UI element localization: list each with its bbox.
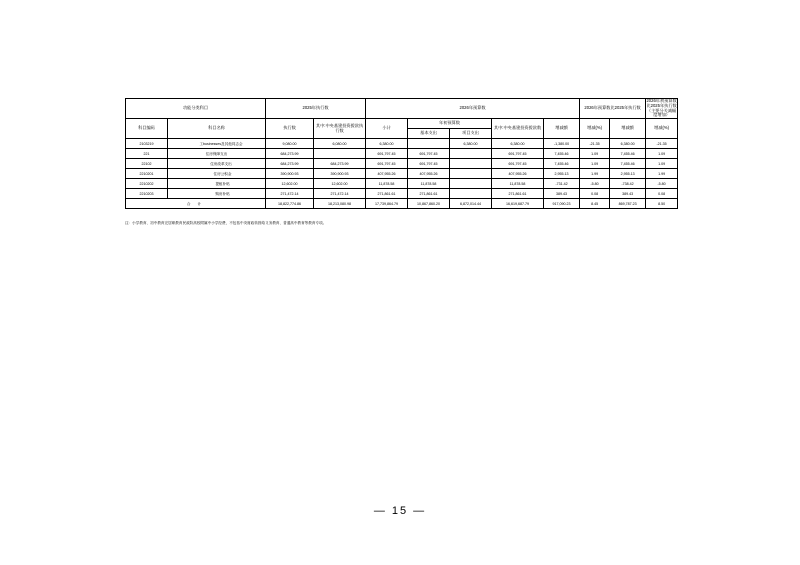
header-group-subject: 功能分类科目 xyxy=(126,99,266,119)
row-inc-pct: 1.99 xyxy=(580,169,610,179)
table-row xyxy=(126,179,678,189)
row-subtotal: 271,861.61 xyxy=(366,189,408,199)
header-increase-amount-b: 增减额 xyxy=(610,119,646,139)
row-exec-central: 271,472.14 xyxy=(314,189,366,199)
row-exec: 271,472.14 xyxy=(266,189,314,199)
total-exec-central: 18,213,080.98 xyxy=(314,199,366,209)
row-exec-central: 12,602.00 xyxy=(314,179,366,189)
header-exec-central-transfer: 其中:中央基建投资拨款执行数 xyxy=(314,119,366,139)
row-name: 提租补贴 xyxy=(168,179,266,189)
row-inc-pct-b: 1.09 xyxy=(646,149,678,159)
header-col-code: 科目编码 xyxy=(126,119,168,139)
total-inc-amount-b: 869,787.23 xyxy=(610,199,646,209)
row-basic: 691,797.45 xyxy=(408,149,450,159)
row-exec-central: 6,080.00 xyxy=(314,139,366,149)
header-compare-2026-2025-b: 2026年初预算数比2025年执行数（主要分关减幅度增加） xyxy=(646,98,677,118)
row-budget-central: 407,955.26 xyxy=(492,169,544,179)
row-inc-amount-b: 389.43 xyxy=(610,189,646,199)
row-code: 2210201 xyxy=(126,169,168,179)
total-budget-central: 16,619,687.79 xyxy=(492,199,544,209)
header-increase-pct-b: 增减(%) xyxy=(646,119,678,139)
row-name: 工businesses及其他同志会 xyxy=(168,139,266,149)
row-budget-central: 11,878.58 xyxy=(492,179,544,189)
row-subtotal: 11,878.58 xyxy=(366,179,408,189)
row-project xyxy=(450,189,492,199)
row-budget-central: 691,797.45 xyxy=(492,159,544,169)
row-inc-pct-b: -21.35 xyxy=(646,139,678,149)
row-inc-pct: -21.35 xyxy=(580,139,610,149)
row-inc-amount: 7,455.46 xyxy=(544,159,580,169)
total-label: 合 计 xyxy=(126,199,266,209)
header-2026-budget: 2026年预算数 xyxy=(366,99,580,119)
row-code: 22102 xyxy=(126,159,168,169)
row-subtotal: 691,797.45 xyxy=(366,159,408,169)
row-exec: 12,602.00 xyxy=(266,179,314,189)
row-inc-amount-b: 7,455.46 xyxy=(610,159,646,169)
row-inc-amount-b: 7,455.46 xyxy=(610,149,646,159)
row-inc-amount-b: -738.42 xyxy=(610,179,646,189)
row-inc-pct-b: 0.08 xyxy=(646,189,678,199)
table-row xyxy=(126,169,678,179)
row-subtotal: 6,380.00 xyxy=(366,139,408,149)
row-inc-amount: -1,380.00 xyxy=(544,139,580,149)
row-inc-pct: 0.08 xyxy=(580,189,610,199)
table-row xyxy=(126,149,678,159)
header-project-expenditure: 项目支出 xyxy=(450,129,492,139)
row-project xyxy=(450,159,492,169)
header-year-budget-group: 年初预算数 xyxy=(408,119,492,129)
row-inc-pct: 1.09 xyxy=(580,159,610,169)
row-basic: 271,861.61 xyxy=(408,189,450,199)
row-inc-amount: -731.42 xyxy=(544,179,580,189)
row-inc-amount: 2,955.13 xyxy=(544,169,580,179)
row-inc-pct-b: 1.99 xyxy=(646,169,678,179)
row-code: 2210203 xyxy=(126,189,168,199)
row-name: 住房改革支出 xyxy=(168,159,266,169)
header-2025-execution: 2025年执行数 xyxy=(266,99,366,119)
budget-table xyxy=(125,98,678,209)
row-exec: 9,080.00 xyxy=(266,139,314,149)
row-basic: 691,797.45 xyxy=(408,159,450,169)
row-inc-pct: 1.09 xyxy=(580,149,610,159)
row-name: 住房公积金 xyxy=(168,169,266,179)
row-basic xyxy=(408,139,450,149)
row-exec-central xyxy=(314,149,366,159)
table-row xyxy=(126,189,678,199)
row-exec: 684,273.99 xyxy=(266,149,314,159)
table-footnote: 注：小学教育、初中教育完居职教育民政阶高校附属中小学经费，不包括中央财政转拨给义务教育、普通高中教育等教育专项。 xyxy=(125,221,327,225)
row-name: 住房保障支出 xyxy=(168,149,266,159)
row-budget-central: 271,861.61 xyxy=(492,189,544,199)
header-budget-central-transfer: 其中:中央基建投资拨款数 xyxy=(492,119,544,139)
row-inc-amount-b: 2,955.13 xyxy=(610,169,646,179)
row-project xyxy=(450,169,492,179)
total-subtotal: 17,739,864.79 xyxy=(366,199,408,209)
row-budget-central: 6,380.00 xyxy=(492,139,544,149)
header-increase-pct: 增减(%) xyxy=(580,119,610,139)
table-row xyxy=(126,139,678,149)
row-code: 2103219 xyxy=(126,139,168,149)
header-col-name: 科目名称 xyxy=(168,119,266,139)
row-exec-central: 390,900.93 xyxy=(314,169,366,179)
row-exec: 390,900.93 xyxy=(266,169,314,179)
total-inc-pct-b: 8.50 xyxy=(646,199,678,209)
row-inc-amount: 389.43 xyxy=(544,189,580,199)
row-exec: 684,273.99 xyxy=(266,159,314,169)
row-code: 2210202 xyxy=(126,179,168,189)
total-exec: 18,822,774.86 xyxy=(266,199,314,209)
total-project: 6,872,014.44 xyxy=(450,199,492,209)
row-basic: 407,955.26 xyxy=(408,169,450,179)
row-basic: 11,878.58 xyxy=(408,179,450,189)
row-inc-pct-b: 1.09 xyxy=(646,159,678,169)
header-compare-2026-2025: 2026年预算数比2025年执行数 xyxy=(580,99,646,119)
table-row xyxy=(126,159,678,169)
row-exec-central: 684,273.99 xyxy=(314,159,366,169)
row-subtotal: 407,955.26 xyxy=(366,169,408,179)
budget-table-container xyxy=(125,98,677,209)
header-subtotal: 小计 xyxy=(366,119,408,139)
row-inc-pct-b: -5.80 xyxy=(646,179,678,189)
row-project xyxy=(450,149,492,159)
table-total-row xyxy=(126,199,678,209)
table-body xyxy=(126,139,678,209)
row-budget-central: 691,797.45 xyxy=(492,149,544,159)
row-project: 6,380.00 xyxy=(450,139,492,149)
header-exec-amount: 执行数 xyxy=(266,119,314,139)
total-inc-amount: 917,090.23 xyxy=(544,199,580,209)
total-inc-pct: 8.45 xyxy=(580,199,610,209)
table-header-row-1 xyxy=(126,99,678,119)
row-project xyxy=(450,179,492,189)
total-basic: 10,867,860.20 xyxy=(408,199,450,209)
header-increase-amount: 增减额 xyxy=(544,119,580,139)
row-code: 221 xyxy=(126,149,168,159)
page-number: — 15 — xyxy=(373,505,427,517)
row-subtotal: 691,797.45 xyxy=(366,149,408,159)
row-inc-amount: 7,455.46 xyxy=(544,149,580,159)
row-inc-amount-b: 6,380.00 xyxy=(610,139,646,149)
row-inc-pct: -5.80 xyxy=(580,179,610,189)
table-header-row-2 xyxy=(126,119,678,129)
header-basic-expenditure: 基本支出 xyxy=(408,129,450,139)
row-name: 购房补贴 xyxy=(168,189,266,199)
